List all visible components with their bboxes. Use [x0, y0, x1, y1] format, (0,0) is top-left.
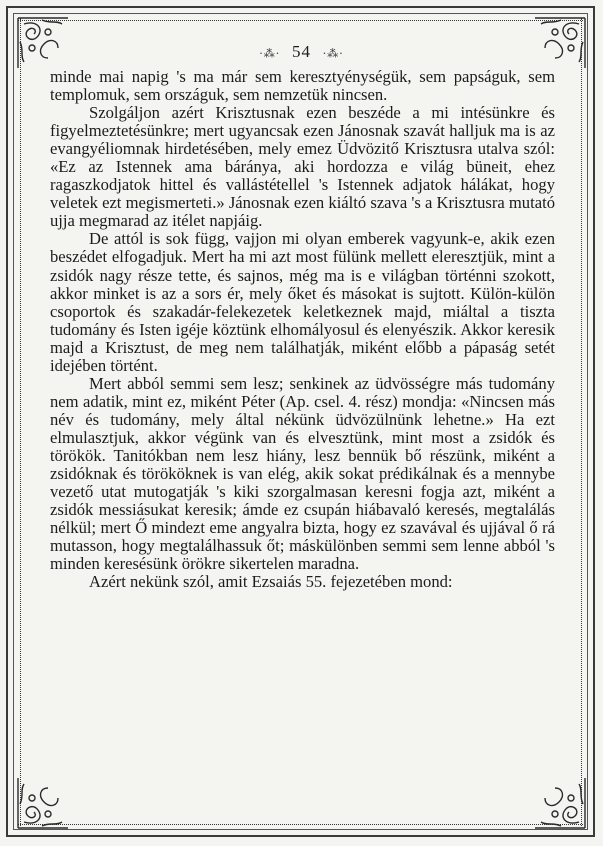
body-text: [50, 68, 555, 591]
top-dotted-rule: [18, 20, 583, 21]
left-dotted-rule: [20, 18, 21, 826]
paragraph-continued: minde mai napig 's ma már sem keresztyénységük, sem papságuk, sem templomuk, sem országuk, sem nemzetük nincsen.: [50, 67, 555, 105]
page-header: [0, 42, 603, 64]
bottom-right-corner-ornament-icon: [531, 774, 589, 832]
header-ornament-right: ·⁂·: [322, 47, 344, 60]
paragraph: De attól is sok függ, vajjon mi olyan emberek vagyunk-e, akik ezen beszédet elfogadjuk. Mert ha mi azt most fülünk mellett eleresztjük, mint a zsidók nagy része tette, és sajnos, még ma is e világban történni szokott, akkor minket is az a sors ér, mely őket és másokat is sujtott. Külön-külön csoportok és szakadár-felekezetek keletkeznek majd, miáltal a tiszta tudomány és Isten igéje köztünk elhomályosul és elenyészik. Akkor keresik majd a Krisztust, de meg nem találhatják, miként előbb a pápaság setét idejében történt.: [50, 229, 555, 375]
bottom-dotted-rule: [18, 824, 583, 825]
right-dotted-rule: [581, 18, 582, 826]
paragraph: Azért nekünk szól, amit Ezsaiás 55. fejezetében mond:: [89, 572, 453, 592]
header-ornament-left: ·⁂·: [259, 47, 281, 60]
page-number: 54: [292, 42, 311, 61]
paragraph: Szolgáljon azért Krisztusnak ezen beszéde a mi intésünkre és figyelmeztetésünkre; mert ugyancsak ezen Jánosnak szavát halljuk ma is az evangyéliomnak hirdetésében, mely emez Üdvözitő Krisztusra utalva szól: «Ez az Istennek ama báránya, aki hordozza e világ büneit, ehez ragaszkodjatok hittel és vallástétellel 's Istennek adjatok hálákat, hogy veletek ezt megismerteti.» Jánosnak ezen kiáltó szava 's a Krisztusra mutató ujja megmarad az itélet napjáig.: [50, 103, 555, 231]
paragraph: Mert abból semmi sem lesz; senkinek az üdvösségre más tudomány nem adatik, mint ez, miként Péter (Ap. csel. 4. rész) mondja: «Nincsen más név és tudomány, mely által nékünk üdvözülnünk lehetne.» Ha ezt elmulasztjuk, akkor végünk van és elvesztünk, mint most a zsidók és törökök. Tanitókban nem lesz hiány, lesz bennük bő részünk, miként a zsidóknak és törököknek is van elég, akik sokat prédikálnak és a mennybe vezető utat mutogatják 's kiki szorgalmasan keresni fogja azt, miként a zsidók messiásukat keresik; ámde ez csupán hiábavaló keresés, megtalálás nélkül; mert Ő mindezt eme angyalra bizta, hogy ez szavával és ujjával ő rá mutasson, hogy megtalálhassuk őt; máskülönben semmi sem lenne abból 's minden keresésünk örökre sikertelen maradna.: [50, 373, 555, 574]
bottom-left-corner-ornament-icon: [14, 774, 72, 832]
